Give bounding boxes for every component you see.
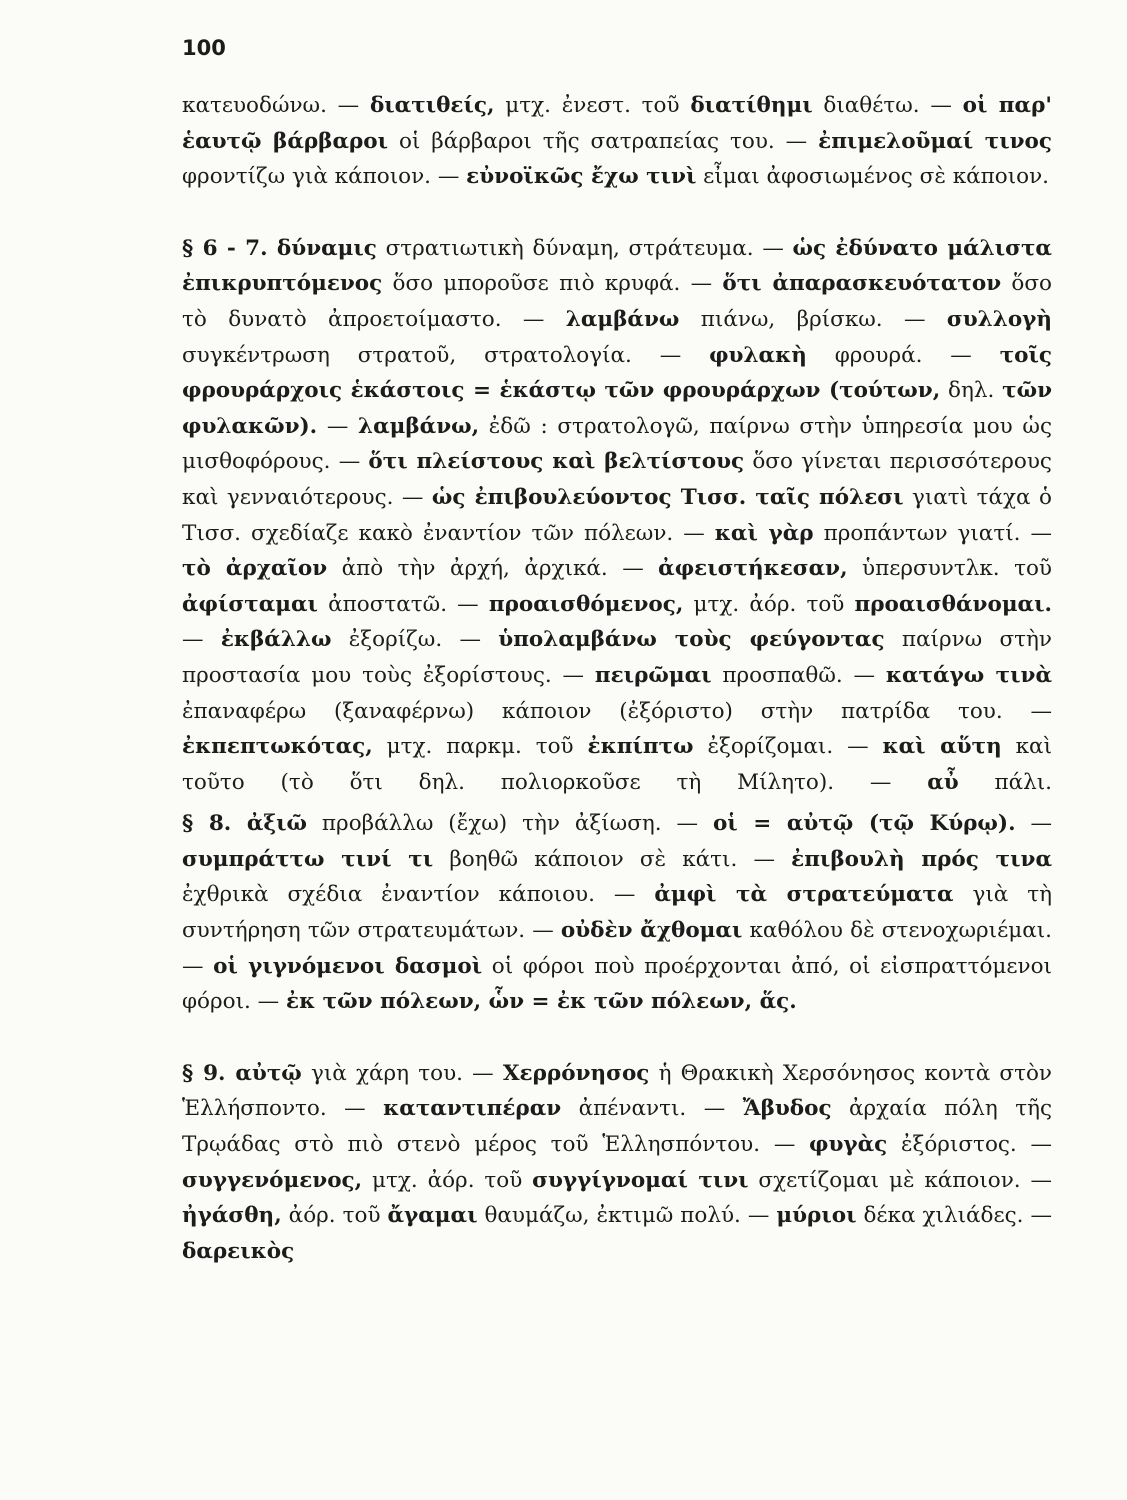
gloss-text: παίρνω στὴν προστασία μου τοὺς ἐξορίστους. — xyxy=(182,627,1053,688)
gloss-text: ἀρχαία πόλη τῆς Τρῳάδας στὸ πιὸ στενὸ μέρος τοῦ Ἑλλησπόντου. — xyxy=(182,1096,1053,1158)
headword: αὖ xyxy=(927,769,959,795)
headword: ὅτι ἀπαρασκευότατον xyxy=(722,271,1002,297)
gloss-text: καὶ τοῦτο (τὸ ὅτι δηλ. πολιορκοῦσε τὴ Μίλητο). — xyxy=(182,734,1052,795)
gloss-text: γιὰ τὴ συντήρηση τῶν στρατευμάτων. — xyxy=(182,882,1052,944)
gloss-text: ὅσο τὸ δυνατὸ ἀπροετοίμαστο. — xyxy=(182,271,1052,332)
headword: καὶ γὰρ xyxy=(714,520,814,546)
gloss-text: ἀπέναντι. — xyxy=(561,1096,743,1122)
headword: ἐκβάλλω xyxy=(220,627,332,653)
paragraph-gap xyxy=(182,1020,1052,1056)
headword: ἐκ τῶν πόλεων, ὧν = ἐκ τῶν πόλεων, ἅς. xyxy=(286,989,797,1015)
headword: φυλακὴ xyxy=(709,342,807,368)
headword: συγγενόμενος, xyxy=(182,1167,363,1193)
headword: τοῖς φρουράρχοις ἑκάστοις = ἑκάστῳ τῶν φρουράρχων (τούτων, xyxy=(182,342,1052,404)
gloss-text: στρατιωτικὴ δύναμη, στράτευμα. — xyxy=(376,235,793,261)
headword: οἱ παρ' ἑαυτῷ βάρβαροι xyxy=(182,93,1052,154)
headword: εὐνοϊκῶς ἔχω τινὶ xyxy=(466,164,697,190)
gloss-text: συγκέντρωση στρατοῦ, στρατολογία. — xyxy=(182,342,710,368)
headword: τὸ ἀρχαῖον xyxy=(182,556,328,582)
gloss-text: ἐδῶ : στρατολογῶ, παίρνω στὴν ὑπηρεσία μου ὡς μισθοφόρους. — xyxy=(182,413,1052,475)
headword: ὡς ἐπιβουλεύοντος Τισσ. ταῖς πόλεσι xyxy=(431,484,904,510)
gloss-text: πιάνω, βρίσκω. — xyxy=(679,306,947,332)
headword: οἱ = αὐτῷ (τῷ Κύρῳ). xyxy=(712,811,1016,837)
gloss-text: βοηθῶ κάποιον σὲ κάτι. — xyxy=(433,846,792,872)
gloss-text: ἀόρ. τοῦ xyxy=(281,1203,388,1229)
headword: ἐκπίπτω xyxy=(587,734,694,760)
headword: συλλογὴ xyxy=(946,306,1052,332)
gloss-text: φρουρά. — xyxy=(806,342,1000,368)
headword: φυγὰς xyxy=(809,1132,888,1158)
headword: ἐπιβουλὴ πρός τινα xyxy=(791,846,1052,872)
gloss-text: γιὰ χάρη του. — xyxy=(301,1060,503,1086)
gloss-text: οἱ βάρβαροι τῆς σατραπείας του. — xyxy=(388,128,819,154)
gloss-text: προβάλλω (ἔχω) τὴν ἀξίωση. — xyxy=(307,811,713,837)
headword: τῶν φυλακῶν). xyxy=(182,378,1052,439)
gloss-text: ἐξόριστος. — xyxy=(887,1132,1052,1158)
gloss-text: διαθέτω. — xyxy=(812,93,963,118)
gloss-text: ἀπὸ τὴν ἀρχή, ἀρχικά. — xyxy=(327,556,659,582)
headword: ἐκπεπτωκότας, xyxy=(182,734,373,760)
headword: ἀμφὶ τὰ στρατεύματα xyxy=(654,882,954,908)
gloss-text: ἐξορίζομαι. — xyxy=(693,734,883,760)
paragraph-4 xyxy=(182,1056,1052,1270)
headword: συμπράττω τινί τι xyxy=(182,846,434,872)
headword: διατίθημι xyxy=(690,93,813,118)
paragraph-gap xyxy=(182,195,1052,231)
gloss-text: ὑπερσυντλκ. τοῦ xyxy=(847,556,1053,582)
gloss-text: εἶμαι ἀφοσιωμένος σὲ κάποιον. xyxy=(696,164,1050,190)
headword: ἐπιμελοῦμαί τινος xyxy=(818,128,1052,154)
gloss-text: ὅσο γίνεται περισσότερους καὶ γενναιότερους. — xyxy=(182,449,1052,510)
gloss-text: γιατὶ τάχα ὁ Τισσ. σχεδίαζε κακὸ ἐναντίον τῶν πόλεων. — xyxy=(182,484,1052,546)
gloss-text: μτχ. ἐνεστ. τοῦ xyxy=(494,93,691,118)
gloss-text: προπάντων γιατί. — xyxy=(813,520,1053,546)
gloss-text: δηλ. xyxy=(940,378,1003,404)
headword: λαμβάνω, xyxy=(358,413,480,439)
headword: κατάγω τινὰ xyxy=(885,662,1053,688)
gloss-text: — xyxy=(317,413,359,439)
gloss-text: θαυμάζω, ἐκτιμῶ πολύ. — xyxy=(477,1203,777,1229)
gloss-text: κατευοδώνω. — xyxy=(182,93,370,118)
gloss-text: μτχ. ἀόρ. τοῦ xyxy=(683,591,855,617)
headword: ἀφίσταμαι xyxy=(182,591,318,617)
headword: ἠγάσθη, xyxy=(182,1203,282,1229)
headword: προαισθάνομαι. xyxy=(854,591,1052,617)
headword: πειρῶμαι xyxy=(594,662,712,688)
gloss-text: — xyxy=(1015,811,1053,837)
headword: ὡς ἐδύνατο μάλιστα ἐπικρυπτόμενος xyxy=(182,235,1052,297)
headword: δαρεικὸς xyxy=(182,1238,295,1264)
headword: ἀφειστήκεσαν, xyxy=(658,556,848,582)
gloss-text: σχετίζομαι μὲ κάποιον. — xyxy=(748,1167,1053,1193)
headword: συγγίγνομαί τινι xyxy=(532,1167,749,1193)
paragraph-2 xyxy=(182,231,1052,801)
headword: Χερρόνησος xyxy=(502,1060,650,1086)
gloss-text: φροντίζω γιὰ κάποιον. — xyxy=(182,164,467,190)
gloss-text: — xyxy=(182,627,221,653)
gloss-text: ἐξορίζω. — xyxy=(331,627,499,653)
gloss-text: προσπαθῶ. — xyxy=(711,662,886,688)
headword: Ἄβυδος xyxy=(742,1096,832,1122)
gloss-text: ἐπαναφέρω (ξαναφέρνω) κάποιον (ἐξόριστο) στὴν πατρίδα του. — xyxy=(182,698,1052,724)
headword: ὑπολαμβάνω τοὺς φεύγοντας xyxy=(498,627,885,653)
headword: μύριοι xyxy=(776,1203,857,1229)
paragraph-1 xyxy=(182,88,1052,195)
headword: ἄγαμαι xyxy=(387,1203,478,1229)
headword: προαισθόμενος, xyxy=(488,591,684,617)
gloss-text: μτχ. παρκμ. τοῦ xyxy=(372,734,588,760)
gloss-text: δέκα χιλιάδες. — xyxy=(856,1203,1052,1229)
headword: οὐδὲν ἄχθομαι xyxy=(560,918,743,944)
gloss-text: καθόλου δὲ στενοχωριέμαι. — xyxy=(182,918,1052,979)
headword: § 8. ἀξιῶ xyxy=(182,811,307,837)
gloss-text: ἐχθρικὰ σχέδια ἐναντίον κάποιου. — xyxy=(182,882,655,908)
headword: καὶ αὕτη xyxy=(882,734,1002,760)
headword: καταντιπέραν xyxy=(383,1096,562,1122)
gloss-text: οἱ φόροι ποὺ προέρχονται ἀπό, οἱ εἰσπραττόμενοι φόροι. — xyxy=(182,953,1052,1015)
headword: § 6 - 7. δύναμις xyxy=(182,235,377,261)
gloss-text: μτχ. ἀόρ. τοῦ xyxy=(362,1167,533,1193)
headword: διατιθείς, xyxy=(369,93,495,118)
gloss-text: πάλι. xyxy=(958,769,1052,795)
gloss-text: ὅσο μποροῦσε πιὸ κρυφά. — xyxy=(382,271,723,297)
paragraph-3 xyxy=(182,806,1052,1020)
gloss-text: ἀποστατῶ. — xyxy=(317,591,489,617)
headword: λαμβάνω xyxy=(565,306,680,332)
headword: οἱ γιγνόμενοι δασμοὶ xyxy=(213,953,483,979)
headword: § 9. αὐτῷ xyxy=(182,1060,302,1086)
text-body xyxy=(182,88,1052,1269)
page-number: 100 xyxy=(182,36,226,60)
headword: ὅτι πλείστους καὶ βελτίστους xyxy=(368,449,745,475)
gloss-text: ἡ Θρακικὴ Χερσόνησος κοντὰ στὸν Ἑλλήσποντο. — xyxy=(182,1060,1052,1122)
